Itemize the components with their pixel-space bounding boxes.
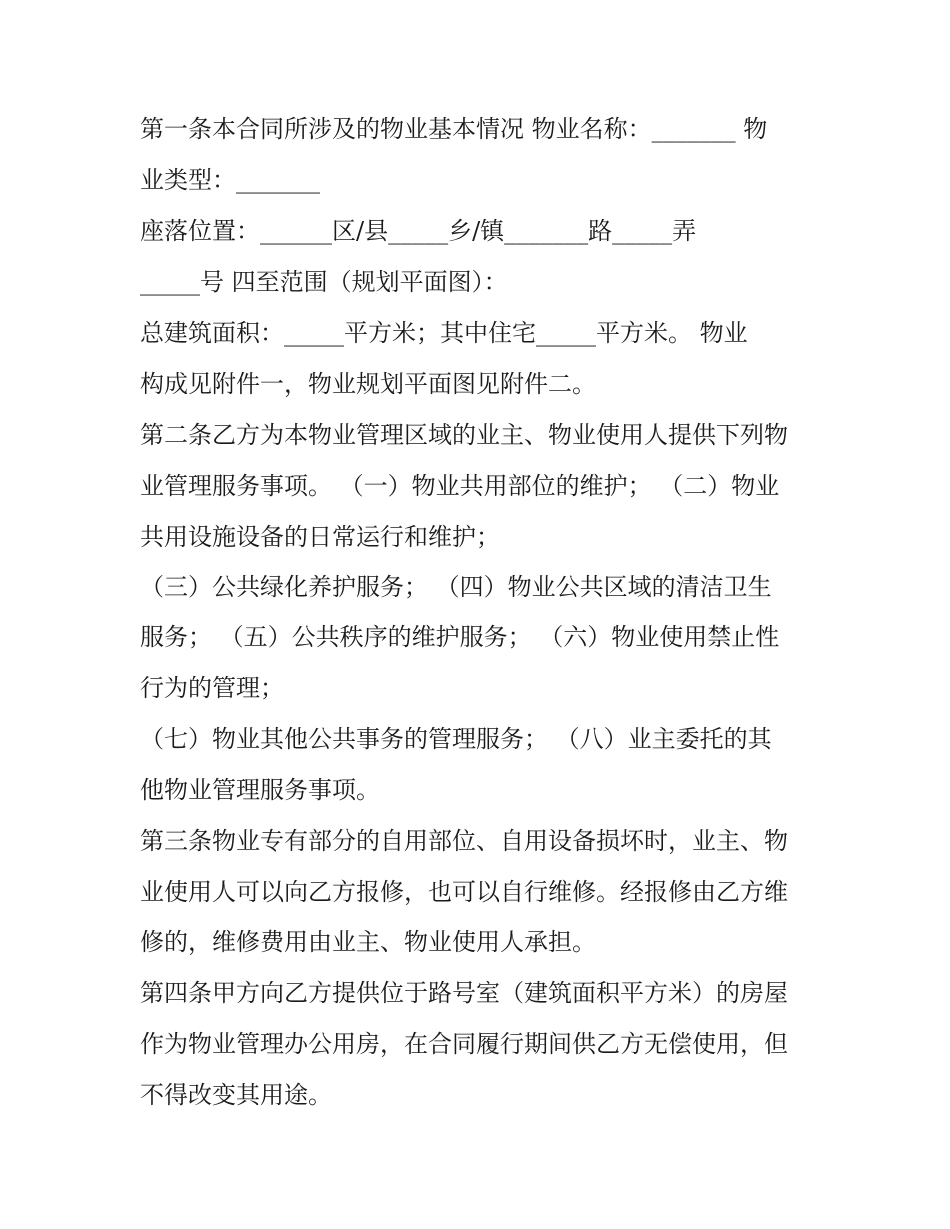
text-line: 行为的管理； — [140, 674, 284, 702]
text-line: 总建筑面积：_____平方米；其中住宅_____平方米。 物业 — [140, 319, 748, 347]
text-line: （七）物业其他公共事务的管理服务； （八）业主委托的其 — [140, 725, 772, 753]
text-line: 业类型：_______ — [140, 166, 320, 194]
text-line: 服务； （五）公共秩序的维护服务； （六）物业使用禁止性 — [140, 623, 780, 651]
text-line: 第二条乙方为本物业管理区域的业主、物业使用人提供下列物 — [140, 421, 788, 449]
text-line: 业管理服务事项。 （一）物业共用部位的维护； （二）物业 — [140, 472, 780, 500]
text-line: 第四条甲方向乙方提供位于路号室（建筑面积平方米）的房屋 — [140, 979, 788, 1007]
text-line: 不得改变其用途。 — [140, 1081, 332, 1109]
text-line: 他物业管理服务事项。 — [140, 776, 380, 804]
text-line: 共用设施设备的日常运行和维护； — [140, 523, 500, 551]
text-line: 业使用人可以向乙方报修，也可以自行维修。经报修由乙方维 — [140, 878, 788, 906]
text-line: （三）公共绿化养护服务； （四）物业公共区域的清洁卫生 — [140, 573, 772, 601]
text-line: 修的，维修费用由业主、物业使用人承担。 — [140, 928, 596, 956]
text-line: 第一条本合同所涉及的物业基本情况 物业名称：_______ 物 — [140, 115, 768, 143]
text-line: _____号 四至范围（规划平面图）： — [140, 268, 508, 296]
text-line: 构成见附件一，物业规划平面图见附件二。 — [140, 370, 596, 398]
text-line: 第三条物业专有部分的自用部位、自用设备损坏时，业主、物 — [140, 827, 788, 855]
text-line: 作为物业管理办公用房，在合同履行期间供乙方无偿使用，但 — [140, 1030, 788, 1058]
text-line: 座落位置：______区/县_____乡/镇_______路_____弄 — [140, 217, 697, 245]
